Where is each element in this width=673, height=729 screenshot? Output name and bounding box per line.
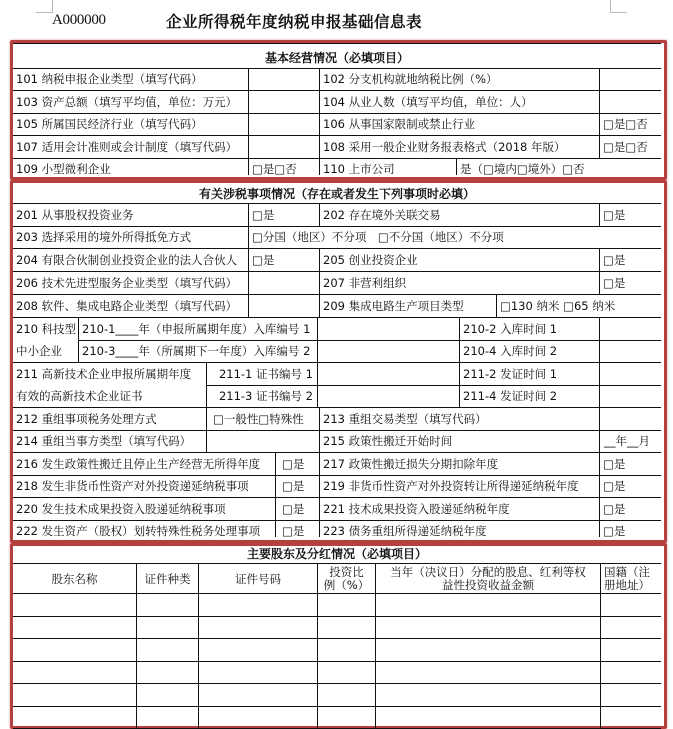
page-title: 企业所得税年度纳税申报基础信息表 [166, 12, 423, 31]
field-223-label: 223 债务重组所得递延纳税年度 [320, 521, 600, 537]
nationality-cell[interactable] [601, 684, 661, 707]
dividend-amount-cell[interactable] [376, 594, 601, 617]
dividend-amount-cell[interactable] [376, 617, 601, 639]
column-header-investment-ratio-line2: 例（%） [323, 578, 370, 592]
id-type-cell[interactable] [137, 617, 199, 639]
field-216-checkbox[interactable]: □是 [276, 453, 320, 476]
field-105-label: 105 所属国民经济行业（填写代码） [13, 114, 249, 136]
column-header-investment-ratio-line1: 投资比 [329, 565, 364, 579]
field-210-1-input[interactable] [318, 318, 460, 341]
id-number-cell[interactable] [199, 684, 318, 707]
field-210-2-label: 210-2 入库时间 1 [460, 318, 600, 341]
field-214-input[interactable] [207, 431, 320, 453]
dividend-amount-cell[interactable] [376, 707, 601, 729]
field-101-input[interactable] [249, 69, 320, 91]
dividend-amount-cell[interactable] [376, 684, 601, 707]
field-222-label: 222 发生资产（股权）划转特殊性税务处理事项 [13, 521, 276, 537]
field-108-checkbox-group[interactable]: □是□否 [600, 136, 661, 159]
nationality-cell[interactable] [601, 707, 661, 729]
section1-header: 基本经营情况（必填项目） [13, 43, 661, 69]
field-106-checkbox-group[interactable]: □是□否 [600, 114, 661, 136]
field-108-label: 108 采用一般企业财务报表格式（2018 年版） [320, 136, 600, 159]
investment-ratio-cell[interactable] [318, 594, 376, 617]
column-header-investment-ratio [318, 564, 376, 594]
field-201-label: 201 从事股权投资业务 [13, 204, 249, 227]
field-109-label: 109 小型微利企业 [13, 159, 249, 175]
field-209-label: 209 集成电路生产项目类型 [320, 295, 497, 318]
investment-ratio-cell[interactable] [318, 684, 376, 707]
field-210-label [13, 318, 79, 363]
shareholder-name-cell[interactable] [13, 617, 137, 639]
shareholder-name-cell[interactable] [13, 594, 137, 617]
field-216-label: 216 发生政策性搬迁且停止生产经营无所得年度 [13, 453, 276, 476]
dividend-amount-cell[interactable] [376, 662, 601, 684]
field-210-4-input[interactable] [600, 341, 661, 363]
field-211-3-label: 211-3 证书编号 2 [207, 386, 318, 408]
column-header-nationality-line2: 册地址） [604, 578, 650, 592]
field-218-checkbox[interactable]: □是 [276, 476, 320, 498]
field-204-label: 204 有限合伙制创业投资企业的法人合伙人 [13, 249, 249, 272]
field-104-input[interactable] [600, 91, 661, 114]
nationality-cell[interactable] [601, 594, 661, 617]
id-type-cell[interactable] [137, 662, 199, 684]
field-217-label: 217 政策性搬迁损失分期扣除年度 [320, 453, 600, 476]
column-header-dividend-amount-line1: 当年（决议日）分配的股息、红利等权 [390, 565, 586, 579]
investment-ratio-cell[interactable] [318, 639, 376, 662]
column-header-id-type: 证件种类 [137, 564, 199, 594]
field-203-label: 203 选择采用的境外所得抵免方式 [13, 227, 249, 249]
field-206-label: 206 技术先进型服务企业类型（填写代码） [13, 272, 249, 295]
form-code: A000000 [52, 12, 106, 28]
shareholder-name-cell[interactable] [13, 684, 137, 707]
field-215-date-input[interactable]: __年__月 [600, 431, 661, 453]
field-211-label-line2: 有效的高新技术企业证书 [16, 389, 143, 403]
field-211-4-label: 211-4 发证时间 2 [460, 386, 600, 408]
field-210-1-label: 210-1____年（申报所属期年度）入库编号 1 [79, 318, 318, 341]
field-223-checkbox[interactable]: □是 [603, 524, 626, 537]
field-105-input[interactable] [249, 114, 320, 136]
id-type-cell[interactable] [137, 639, 199, 662]
field-211-2-input[interactable] [600, 363, 661, 386]
field-211-label [13, 363, 207, 408]
field-211-1-label: 211-1 证书编号 1 [207, 363, 318, 386]
field-206-input[interactable] [249, 272, 320, 295]
field-207-checkbox[interactable]: □是 [600, 272, 661, 295]
field-208-label: 208 软件、集成电路企业类型（填写代码） [13, 295, 249, 318]
shareholder-name-cell[interactable] [13, 707, 137, 729]
field-102-input[interactable] [600, 69, 661, 91]
column-header-dividend-amount [376, 564, 601, 594]
id-number-cell[interactable] [199, 639, 318, 662]
column-header-dividend-amount-line2: 益性投资收益金额 [442, 578, 534, 592]
field-214-label: 214 重组当事方类型（填写代码） [13, 431, 207, 453]
field-208-input[interactable] [249, 295, 320, 318]
field-221-checkbox[interactable]: □是 [600, 498, 661, 521]
field-207-label: 207 非营利组织 [320, 272, 600, 295]
investment-ratio-cell[interactable] [318, 617, 376, 639]
field-107-label: 107 适用会计准则或会计制度（填写代码） [13, 136, 249, 159]
field-212-label: 212 重组事项税务处理方式 [13, 408, 207, 431]
field-202-checkbox[interactable]: □是 [600, 204, 661, 227]
field-210-4-label: 210-4 入库时间 2 [460, 341, 600, 363]
id-type-cell[interactable] [137, 684, 199, 707]
field-102-label: 102 分支机构就地纳税比例（%） [320, 69, 600, 91]
id-number-cell[interactable] [199, 617, 318, 639]
field-210-3-label: 210-3____年（所属期下一年度）入库编号 2 [79, 341, 318, 363]
field-211-label-line1: 211 高新技术企业申报所属期年度 [16, 367, 192, 381]
field-107-input[interactable] [249, 136, 320, 159]
investment-ratio-cell[interactable] [318, 662, 376, 684]
field-205-label: 205 创业投资企业 [320, 249, 600, 272]
field-219-checkbox[interactable]: □是 [600, 476, 661, 498]
section3-header: 主要股东及分红情况（必填项目） [13, 546, 661, 564]
field-103-input[interactable] [249, 91, 320, 114]
field-104-label: 104 从业人数（填写平均值，单位：人） [320, 91, 600, 114]
investment-ratio-cell[interactable] [318, 707, 376, 729]
nationality-cell[interactable] [601, 617, 661, 639]
field-218-label: 218 发生非货币性资产对外投资递延纳税事项 [13, 476, 276, 498]
field-209-checkbox-group[interactable]: □130 纳米 □65 纳米 [497, 295, 661, 318]
field-103-label: 103 资产总额（填写平均值，单位：万元） [13, 91, 249, 114]
field-212-checkbox-group[interactable]: □一般性□特殊性 [207, 408, 320, 431]
field-211-1-input[interactable] [318, 363, 460, 386]
field-109-checkbox-group[interactable]: □是□否 [249, 159, 320, 175]
field-219-label: 219 非货币性资产对外投资转让所得递延纳税年度 [320, 476, 600, 498]
id-number-cell[interactable] [199, 662, 318, 684]
field-201-checkbox[interactable]: □是 [249, 204, 320, 227]
section2-header: 有关涉税事项情况（存在或者发生下列事项时必填） [13, 184, 661, 204]
field-222-checkbox[interactable]: □是 [276, 521, 320, 537]
shareholder-name-cell[interactable] [13, 639, 137, 662]
id-type-cell[interactable] [137, 594, 199, 617]
field-220-checkbox[interactable]: □是 [276, 498, 320, 521]
field-110-label: 110 上市公司 [320, 159, 457, 175]
column-header-id-number: 证件号码 [199, 564, 318, 594]
field-106-label: 106 从事国家限制或禁止行业 [320, 114, 600, 136]
nationality-cell[interactable] [601, 662, 661, 684]
column-header-shareholder-name: 股东名称 [13, 564, 137, 594]
field-204-checkbox[interactable]: □是 [249, 249, 320, 272]
field-210-2-input[interactable] [600, 318, 661, 341]
shareholder-name-cell[interactable] [13, 662, 137, 684]
field-217-checkbox[interactable]: □是 [600, 453, 661, 476]
field-205-checkbox[interactable]: □是 [600, 249, 661, 272]
field-210-label-line1: 210 科技型 [16, 322, 77, 336]
page-corner-mark-left [36, 0, 53, 13]
column-header-nationality-line1: 国籍（注 [604, 565, 650, 579]
nationality-cell[interactable] [601, 639, 661, 662]
field-110-checkbox-group[interactable]: 是（□境内□境外）□否 [460, 162, 585, 175]
dividend-amount-cell[interactable] [376, 639, 601, 662]
field-213-label: 213 重组交易类型（填写代码） [320, 408, 600, 431]
field-211-3-input[interactable] [318, 386, 460, 408]
id-number-cell[interactable] [199, 707, 318, 729]
field-203-checkbox-group[interactable]: □分国（地区）不分项 □不分国（地区）不分项 [249, 227, 661, 249]
field-211-4-input[interactable] [600, 386, 661, 408]
field-213-input[interactable] [600, 408, 661, 431]
page-corner-mark-right [610, 0, 627, 13]
field-210-label-line2: 中小企业 [16, 344, 62, 358]
field-215-label: 215 政策性搬迁开始时间 [320, 431, 600, 453]
field-211-2-label: 211-2 发证时间 1 [460, 363, 600, 386]
field-220-label: 220 发生技术成果投资入股递延纳税事项 [13, 498, 276, 521]
id-type-cell[interactable] [137, 707, 199, 729]
field-202-label: 202 存在境外关联交易 [320, 204, 600, 227]
field-210-3-input[interactable] [318, 341, 460, 363]
column-header-nationality [601, 564, 661, 594]
field-101-label: 101 纳税申报企业类型（填写代码） [13, 69, 249, 91]
id-number-cell[interactable] [199, 594, 318, 617]
field-221-label: 221 技术成果投资入股递延纳税年度 [320, 498, 600, 521]
